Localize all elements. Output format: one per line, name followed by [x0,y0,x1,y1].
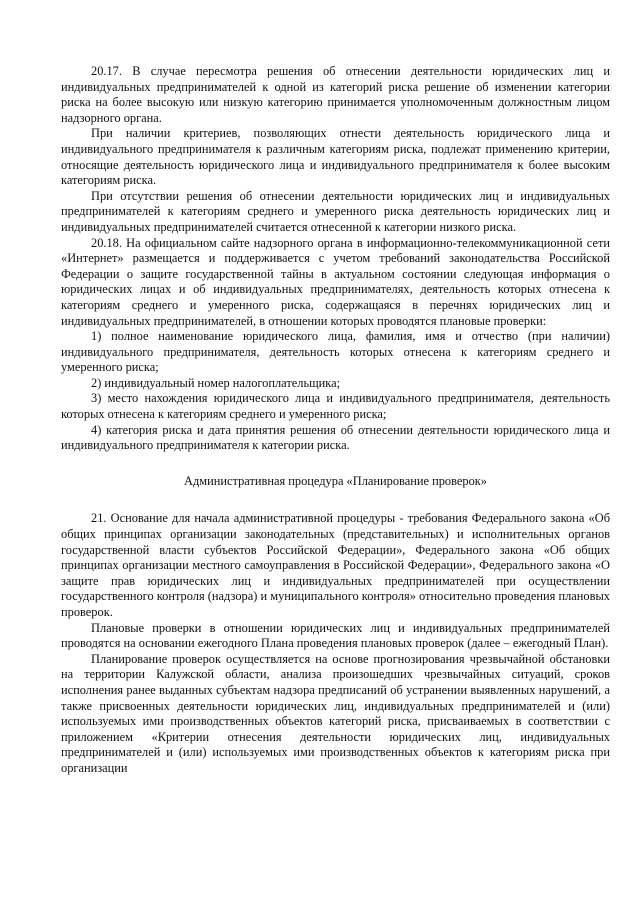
paragraph-20-18: 20.18. На официальном сайте надзорного органа в информационно-телекоммуникационной сети «Интернет» размещается и поддерживается с учетом требований законодательства Российской Федерации о защите государственной тайны в актуальном состоянии следующая информация о юридических лицах и об индивидуальных предпринимателях, деятельность которых отнесена к категориям среднего и умеренного риска, содержащаяся в перечнях юридических лиц и индивидуальных предпринимателей, в отношении которых проводятся плановые проверки: [61,235,610,328]
list-item-1: 1) полное наименование юридического лица, фамилия, имя и отчество (при наличии) индивидуального предпринимателя, деятельность которых отнесена к категориям среднего и умеренного риска; [61,329,610,375]
paragraph-criteria: При наличии критериев, позволяющих отнести деятельность юридического лица и индивидуального предпринимателя к различным категориям риска, подлежат применению критерии, относящие деятельность юридического лица и индивидуального предпринимателя к более высоким категориям риска. [61,126,610,188]
section-heading: Административная процедура «Планирование проверок» [184,473,487,488]
list-item-2: 2) индивидуальный номер налогоплательщика; [91,375,341,390]
list-item-4: 4) категория риска и дата принятия решения об отнесении деятельности юридического лица и индивидуального предпринимателя к категории риска. [61,422,610,453]
paragraph-planning: Планирование проверок осуществляется на основе прогнозирования чрезвычайной обстановки на территории Калужской области, анализа произошедших чрезвычайных ситуаций, сроков исполнения ранее выданных субъектам надзора предписаний об устранении выявленных нарушений, а также присвоенных деятельности юридических лиц, индивидуальных предпринимателей и (или) используемых ими производственных объектов категорий риска, присваиваемых в соответствии с приложением «Критерии отнесения деятельности юридических лиц, индивидуальных предпринимателей и (или) используемых ими производственных объектов к категориям риска при организации [61,651,610,775]
paragraph-21: 21. Основание для начала административной процедуры - требования Федерального закона «Об общих принципах организации законодательных (представительных) и исполнительных органов государственной власти субъектов Российской Федерации», Федерального закона «Об общих принципах организации местного самоуправления в Российской Федерации», Федерального закона «О защите прав юридических лиц и индивидуальных предпринимателей при осуществлении государственного контроля (надзора) и муниципального контроля» относительно проведения плановых проверок. [61,511,610,619]
list-item-3: 3) место нахождения юридического лица и индивидуального предпринимателя, деятельность которых отнесена к категориям среднего и умеренного риска; [61,391,610,422]
paragraph-low-risk: При отсутствии решения об отнесении деятельности юридических лиц и индивидуальных предпринимателей к категориям среднего и умеренного риска деятельность юридических лиц и индивидуальных предпринимателей считается отнесенной к категории низкого риска. [61,188,610,234]
paragraph-20-17: 20.17. В случае пересмотра решения об отнесении деятельности юридических лиц и индивидуальных предпринимателей к одной из категорий риска решение об изменении категории риска на более высокую или низкую категорию принимается уполномоченным должностным лицом надзорного органа. [61,64,610,125]
paragraph-planned-checks: Плановые проверки в отношении юридических лиц и индивидуальных предпринимателей проводятся на основании ежегодного Плана проведения плановых проверок (далее – ежегодный План). [61,620,610,651]
